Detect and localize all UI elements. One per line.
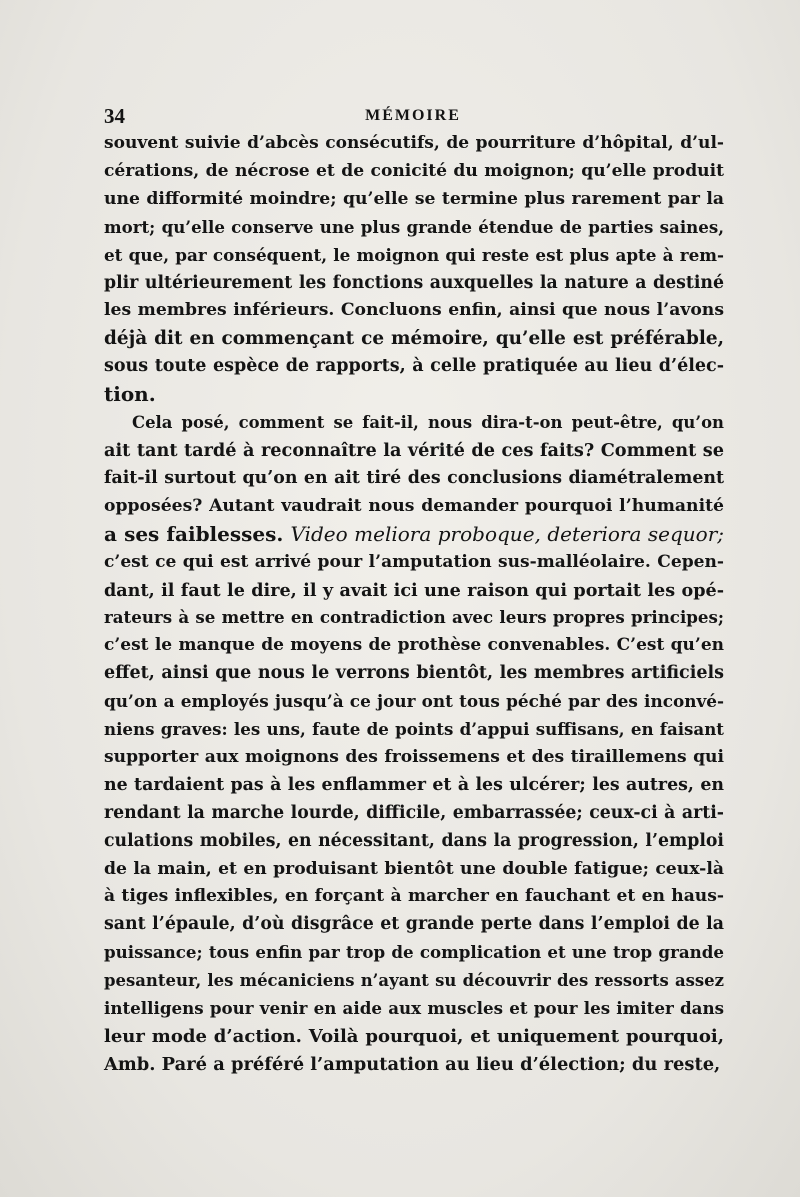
text-line: intelligens pour venir en aide aux muscles et pour les imiter dans: [104, 998, 724, 1019]
text-line: qu’on a employés jusqu’à ce jour ont tous péché par des inconvé-: [104, 691, 724, 712]
paragraph: [104, 130, 724, 409]
text-line: c’est le manque de moyens de prothèse convenables. C’est qu’en: [104, 635, 724, 656]
text-line: une difformité moindre; qu’elle se termine plus rarement par la: [104, 188, 724, 209]
text-line: de la main, et en produisant bientôt une double fatigue; ceux-là: [104, 858, 724, 879]
text-line: tion.: [104, 382, 156, 407]
text-line: Cela posé, comment se fait-il, nous dira-t-on peut-être, qu’on: [132, 413, 724, 433]
text-line: cérations, de nécrose et de conicité du moignon; qu’elle produit: [104, 160, 724, 181]
text-line: [104, 521, 724, 549]
page-number: 34: [104, 104, 125, 128]
text-line: et que, par conséquent, le moignon qui reste est plus apte à rem-: [104, 244, 724, 265]
body-text: [104, 130, 724, 1079]
text-span: a ses faiblesses.: [104, 521, 291, 546]
text-line: Amb. Paré a préféré l’amputation au lieu d’élection; du reste,: [104, 1053, 721, 1075]
text-line: dant, il faut le dire, il y avait ici une raison qui portait les opé-: [104, 579, 724, 601]
text-line: fait-il surtout qu’on en ait tiré des conclusions diamétralement: [104, 467, 724, 488]
text-line: rendant la marche lourde, difficile, embarrassée; ceux-ci à arti-: [104, 802, 724, 823]
text-line: à tiges inflexibles, en forçant à marcher en fauchant et en haus-: [104, 886, 724, 907]
text-line: niens graves: les uns, faute de points d’appui suffisans, en faisant: [104, 719, 724, 740]
running-title: MÉMOIRE: [365, 107, 461, 124]
text-line: ait tant tardé à reconnaître la vérité de ces faits? Comment se: [104, 439, 724, 461]
text-line: déjà dit en commençant ce mémoire, qu’elle est préférable,: [104, 328, 724, 350]
latin-quotation: Video meliora proboque, deteriora sequor;: [290, 521, 724, 546]
text-line: mort; qu’elle conserve une plus grande étendue de parties saines,: [104, 216, 724, 237]
text-line: sous toute espèce de rapports, à celle pratiquée au lieu d’élec-: [104, 356, 724, 377]
text-line: plir ultérieurement les fonctions auxquelles la nature a destiné: [104, 272, 724, 293]
text-line: les membres inférieurs. Concluons enfin, ainsi que nous l’avons: [104, 300, 724, 321]
text-line: puissance; tous enfin par trop de complication et une trop grande: [104, 942, 724, 963]
text-line: culations mobiles, en nécessitant, dans la progression, l’emploi: [104, 830, 724, 851]
text-line: effet, ainsi que nous le verrons bientôt, les membres artificiels: [104, 663, 724, 684]
text-line: pesanteur, les mécaniciens n’ayant su découvrir des ressorts assez: [104, 971, 724, 991]
text-line: rateurs à se mettre en contradiction avec leurs propres principes;: [104, 607, 724, 628]
text-line: supporter aux moignons des froissemens et des tiraillemens qui: [104, 746, 724, 767]
paragraph: [104, 409, 724, 1079]
text-line: sant l’épaule, d’où disgrâce et grande perte dans l’emploi de la: [104, 914, 724, 935]
text-line: c’est ce qui est arrivé pour l’amputation sus-malléolaire. Cepen-: [104, 551, 724, 572]
text-line: opposées? Autant vaudrait nous demander pourquoi l’humanité: [104, 495, 724, 516]
text-line: leur mode d’action. Voilà pourquoi, et uniquement pourquoi,: [104, 1026, 724, 1047]
text-line: souvent suivie d’abcès consécutifs, de pourriture d’hôpital, d’ul-: [104, 133, 724, 153]
text-line: ne tardaient pas à les enflammer et à les ulcérer; les autres, en: [104, 774, 724, 795]
